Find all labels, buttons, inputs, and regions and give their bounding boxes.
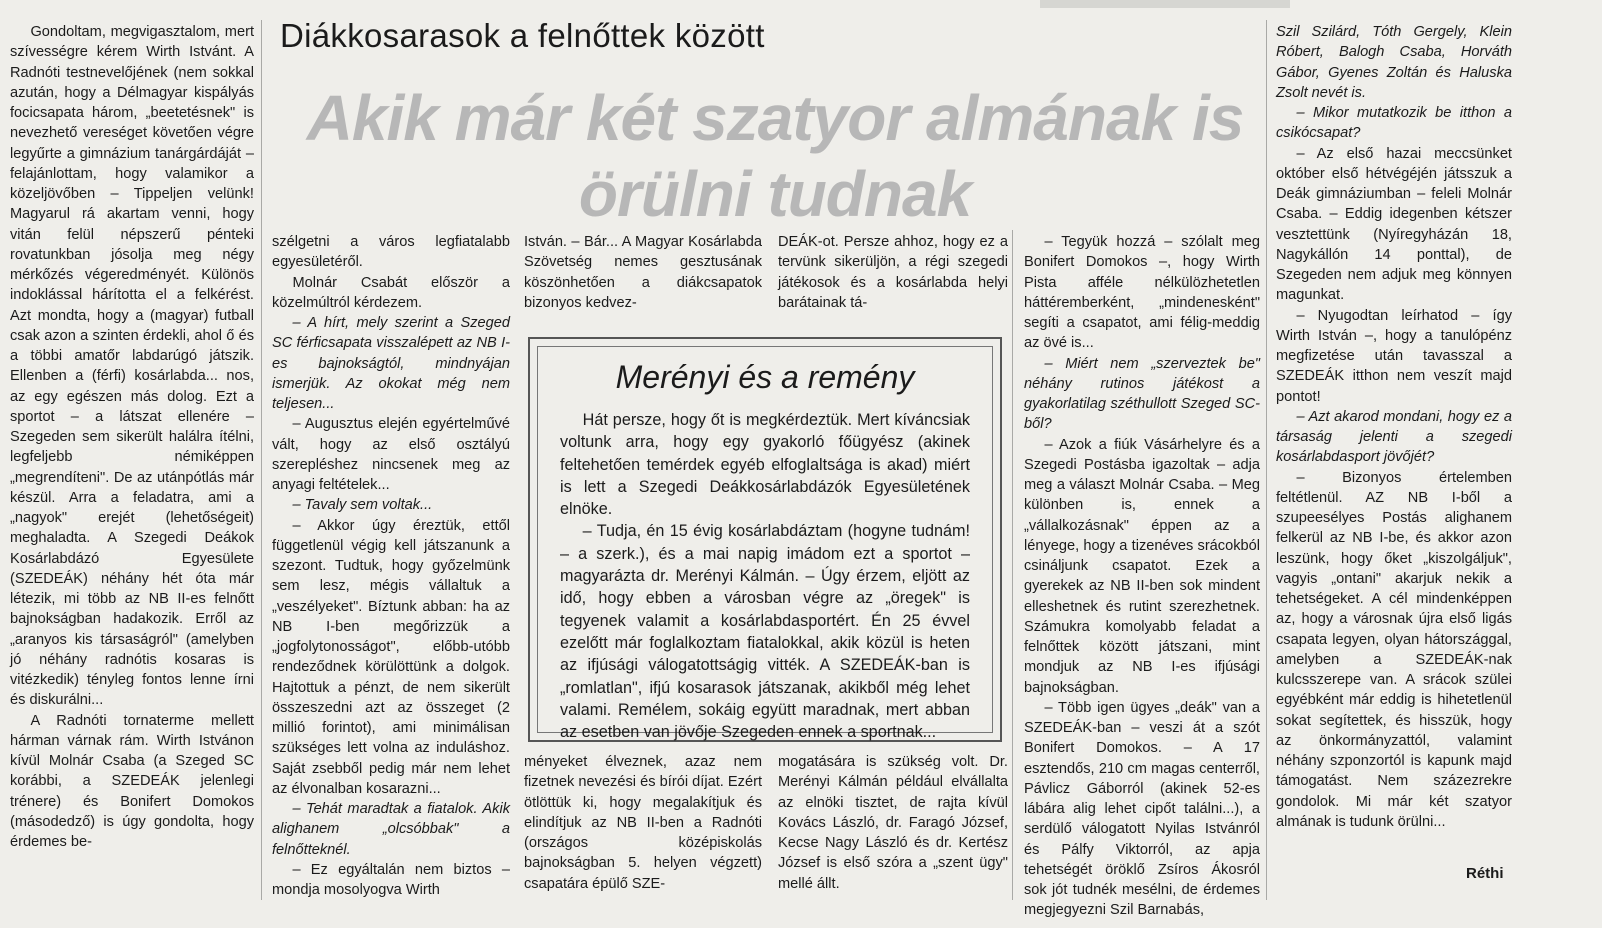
column-3-top bbox=[524, 232, 762, 316]
paragraph: – Bizonyos értelemben feltétlenül. AZ NB I-ből a szupeesélyes Postás alighanem felkerül az NB I-be, és akkor azon leszünk, hogy őket „kiszolgáljuk", vagyis „ontani" akarjuk nekik a tehetségeket. A cél mindenképpen az, hogy a városnak újra első ligás csapata legyen, olyan hátországgal, amelyben a SZEDEÁK-nak kulcsszerepe van. A srácok szülei egyébként már eddig is hihetetlenül sokat segítettek, és hisszük, hogy az önkormányzattól, valamint néhány szponzortól is kapunk majd támogatást. Nem százezrekre gondolok. Mi már két szatyor almának is tudunk örülni... bbox=[1276, 469, 1512, 830]
column-divider bbox=[1012, 230, 1013, 900]
question: – Mikor mutatkozik be itthon a csikócsapat? bbox=[1276, 105, 1512, 142]
paragraph: Molnár Csabát először a közelmúltról kérdezem. bbox=[272, 274, 510, 311]
column-2 bbox=[272, 232, 510, 898]
paragraph: – Nyugodtan leírhatod – így Wirth István –, hogy a tanulópénz megfizetése után tavasszal a SZEDEÁK itthon nem veszít majd pontot! bbox=[1276, 307, 1512, 405]
paragraph: Gondoltam, megvigasztalom, mert szívességre kérem Wirth Istvánt. A Radnóti testnevelőjének (nem sokkal azután, hogy a Délmagyar kispályás focicsapata három, „beetetésnek" is nevezhető vereséget követően végre legyűrte a gimnázium tanárgárdáját – felajánlottam, hogy valamikor a közeljövőben – Tippeljen velünk! Magyarul rá akartam venni, hogy vitán felül népszerű pénteki rovatunkban jósolja meg négy mérkőzés végeredményét. Különös indoklással hárította el a felkérést. Azt mondta, hogy a (magyar) futball csak azon a szinten érdekli, ahol ő és a többi amatőr labdarúgó játszik. Ellenben a (férfi) kosárlabda... nos, az egy egészen más dolog. Ezt a sportot – a látszat ellenére – Szegeden sem sikerült halálra ítélni, legfeljebb némiképpen „megrendíteni". De az utánpótlás már készül. Arra a feladatra, ami a „nagyok" erejét (lehetőségeit) meghaladta. A Szegedi Deákok Kosárlabdázó Egyesülete (SZEDEÁK) néhány hét óta már létezik, mi több az NB II-es felnőtt bajnokságban hadakozik. Erről az „aranyos kis társaságról" (amelyben jó néhány radnótis kosaras is vitézkedik) tényleg fontos lenne írni és diskurálni... bbox=[10, 24, 254, 709]
question: – Azt akarod mondani, hogy ez a társaság jelenti a szegedi kosárlabdasport jövőjét? bbox=[1276, 408, 1512, 466]
paragraph: – Tudja, én 15 évig kosárlabdáztam (hogyne tudnám! – a szerk.), és a mai napig imádom ezt a sportot – magyarázta dr. Merényi Kálmán. – Úgy érzem, eljött az idő, hogy ebben a városban végre az „öregek" is tegyenek valamit a kosárlabdasportért. Én 25 évvel ezelőtt már foglalkoztam fiatalokkal, akik közül is heten az ifjúsági válogatottságig vitték. A SZEDEÁK-ban is „romlatlan", ifjú kosarasok játszanak, akikből még lehet valami. Remélem, sokáig együtt maradnak, mert abban az esetben van jövője Szegeden ennek a sportnak... bbox=[560, 522, 970, 742]
question: – A hírt, mely szerint a Szeged SC férficsapata visszalépett az NB I-es bajnokságtól, mindnyájan ismerjük. Az okokat még nem teljesen... bbox=[272, 315, 510, 412]
paragraph: Hát persze, hogy őt is megkérdeztük. Mert kíváncsiak voltunk arra, hogy egy gyakorló főügyész (akinek feltehetően temérdek egyéb elfoglaltsága is akad) miért is lett a Szegedi Deákkosárlabdázók Egyesületének elnöke. bbox=[560, 411, 970, 519]
paragraph: DEÁK-ot. Persze ahhoz, hogy ez a tervünk sikerüljön, a régi szegedi játékosok és a kosárlabda helyi barátainak tá- bbox=[778, 234, 1008, 311]
paragraph: Szil Szilárd, Tóth Gergely, Klein Róbert, Balogh Csaba, Horváth Gábor, Gyenes Zoltán és Haluska Zsolt nevét is. bbox=[1276, 24, 1512, 101]
paragraph: szélgetni a város legfiatalabb egyesületéről. bbox=[272, 234, 510, 271]
question: – Tavaly sem voltak... bbox=[292, 497, 433, 514]
sidebar-box bbox=[528, 337, 1002, 742]
paragraph: – Az első hazai meccsünket október első hétvégéjén játsszuk a Deák gimnáziumban – feleli Molnár Csaba. – Eddig idegenben kétszer vesztettünk (Nyíregyházán 18, Nagykállón 14 ponttal), de Szegeden nem adjuk meg könnyen magunkat. bbox=[1276, 145, 1512, 304]
author-byline: Réthi bbox=[1466, 865, 1504, 882]
article-kicker: Diákkosarasok a felnőttek között bbox=[280, 17, 765, 54]
column-divider bbox=[261, 20, 262, 900]
sidebar-title: Merényi és a remény bbox=[615, 359, 915, 395]
column-divider bbox=[1266, 20, 1267, 900]
column-4-top bbox=[778, 232, 1008, 316]
question: – Tehát maradtak a fiatalok. Akik alighanem „olcsóbbak" a felnőtteknél. bbox=[272, 801, 510, 858]
sidebar-text bbox=[560, 409, 970, 743]
column-4-bottom bbox=[778, 752, 1008, 892]
column-5 bbox=[1024, 232, 1260, 919]
paragraph: – Több igen ügyes „deák" van a SZEDEÁK-ban – veszi át a szót Bonifert Domokos. – A 17 esztendős, 210 cm magas centerről, Pávlicz Gáborról (akinek 52-es lábára alig lehet cipőt találni...), a serdülő válogatott Nyilas Istvánról és Pálfy Viktorról, az apja tehetségét öröklő Zsíros Ákosról sok jót tudnék mesélni, de érdemes megjegyezni Szil Barnabás, bbox=[1024, 699, 1260, 919]
column-1 bbox=[10, 22, 254, 888]
paragraph: – Tegyük hozzá – szólalt meg Bonifert Domokos –, hogy Wirth Pista afféle nélkülözhetetlen háttéremberként, „mindenesként" segíti a csapatot, ami félig-meddig az övé is... bbox=[1024, 234, 1260, 352]
paragraph: A Radnóti tornaterme mellett hárman várnak rám. Wirth Istvánon kívül Molnár Csaba (a Szeged SC korábbi, a SZEDEÁK jelenlegi trénere) és Bonifert Domokos (másodedző) is úgy gondolta, hogy érdemes be- bbox=[10, 712, 254, 850]
paragraph: – Augusztus elején egyértelművé vált, hogy az első osztályú szerepléshez nincsenek meg az anyagi feltételek... bbox=[272, 416, 510, 493]
column-3-bottom bbox=[524, 752, 762, 892]
paragraph: – Azok a fiúk Vásárhelyre és a Szegedi Postásba igazoltak – adja meg a választ Molnár Csaba. – Meg különben is, ennek a „vállalkozásnak" éppen az a lényege, hogy a tizenéves srácokból csináljunk csapatot. Ezek a gyerekek az NB II-ben sok mindent elleshetnek és rutint szerezhetnek. Számukra komolyabb feladat a felnőttek között játszani, mint mondjuk az NB I-es ifjúsági bajnokságban. bbox=[1024, 436, 1260, 696]
paragraph: mogatására is szükség volt. Dr. Merényi Kálmán például elvállalta az elnöki tisztet, de rajta kívül Kovács László, dr. Faragó József, Kecse Nagy László és dr. Kertész József is első szóra a „szent ügy" mellé állt. bbox=[778, 754, 1008, 892]
top-edge-strip bbox=[1040, 0, 1290, 8]
sidebar-box-frame bbox=[537, 346, 993, 742]
question: – Miért nem „szerveztek be" néhány rutinos játékost a gyakorlatilag széthullott Szeged SC-ből? bbox=[1024, 355, 1260, 433]
paragraph: – Akkor úgy éreztük, ettől függetlenül végig kell játszanunk a szezont. Tudtuk, hogy győzelmünk sem lesz, mégis vállaltuk a „veszélyeket". Bíztunk abban: ha az NB I-ben megőrizzük a „jogfolytonosságot", előbb-utóbb rendeződnek körülöttünk a dolgok. Hajtottuk a pénzt, de nem sikerült összeszedni azt az összeget (2 millió forintot), ami minimálisan szükséges lett volna az induláshoz. Saját zsebből pedig már nem lehet az élvonalban kosarazni... bbox=[272, 517, 510, 797]
column-6 bbox=[1276, 22, 1512, 862]
paragraph: István. – Bár... A Magyar Kosárlabda Szövetség nemes gesztusának köszönhetően a diákcsapatok bizonyos kedvez- bbox=[524, 234, 762, 311]
article-headline: Akik már két szatyor almának is örülni tudnak bbox=[306, 82, 1244, 230]
paragraph: ményeket élveznek, azaz nem fizetnek nevezési és bírói díjat. Ezért ötlöttük ki, hogy megalakítjuk és elindítjuk az NB II-ben a Radnóti (országos középiskolás bajnokságban 5. helyen végzett) csapatára épülő SZE- bbox=[524, 754, 762, 892]
paragraph: – Ez egyáltalán nem biztos – mondja mosolyogva Wirth bbox=[272, 861, 510, 898]
